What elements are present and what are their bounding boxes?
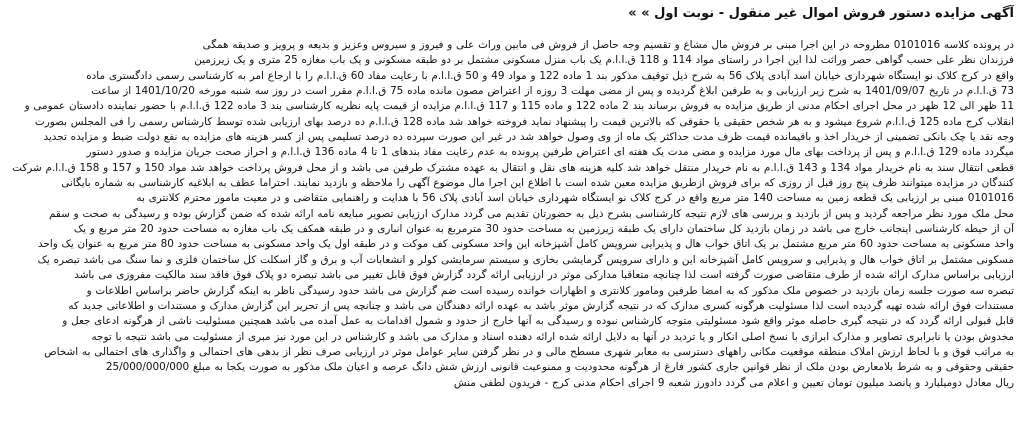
- notice-title: آگهی مزایده دستور فروش اموال غیر منقول - نوبت اول » »: [628, 6, 1014, 21]
- notice-line: حقیقی وحقوقی و به شرط بلامعارض بودن ملک از نظر قوانین جاری کشور فارغ از هرگونه محدودیت و ممنوعیت قانونی ارزش شش دانگ عرصه و اعیان ملک مذکور به صورت یکجا به مبلغ 25/000/000/000: [105, 361, 1014, 374]
- notice-line: فرزندان نظر علی حسب گواهی حصر وراثت لذا این اجرا در راستای مواد 114 و 118 ق.ا.ا.م یک باب منزل مسکونی مشتمل بر دو طبقه مسکونی و یک باب مغازه 25 متری و یک زیرزمین: [194, 54, 1014, 67]
- notice-line: ارزیابی براساس مدارک ارائه شده از طرف متقاضی صورت گرفته است لذا چنانچه متعاقبا مدارکی موثر در ارزیابی ارائه گردد گزارش فوق قابل تغییر می باشد تبصره دو پلاک فوق فاقد سند مالکیت مفروزی می باشد: [74, 269, 1014, 282]
- notice-line: 11 ظهر الی 12 ظهر در محل اجرای احکام مدنی از طریق مزایده به فروش برساند بند 2 ماده 122 و ماده 115 و 117 ق.ا.ا.م مزایده از قیمت پایه نظریه کارشناسی بند 3 ماده 122 ق.ا.ا.م با حضور نماینده دادستان عمومی و: [24, 100, 1014, 113]
- notice-line: میگردد ماده 129 ق.ا.ا.م و پس از پرداخت بهای مال مورد مزایده و مضی مدت یک هفته ای اعتراض طرفین پرونده به عدم رعایت مفاد بندهای 1 تا 4 ماده 136 ق.ا.ا.م و احراز صحت جریان مزایده و صدور دستور: [86, 146, 1014, 159]
- notice-line: به مراتب فوق و با لحاظ ارزش املاک منطقه موقعیت مکانی راههای دسترسی به معابر شهری مسطح مالی و در نظر گرفتن سایر عوامل موثر در ارزیابی صرف نظر از بدهی های احتمالی و واگذاری های احتمالی به اشخاص: [44, 345, 1014, 358]
- notice-line: قطعی انتقال سند به نام خریدار مواد 134 و 143 ق.ا.ا.م به نام خریدار منتقل خواهد شد کلیه هزینه های نقل و انتقال به عهده مشترک طرفین می باشد و از محل فروش پرداخت خواهد شد مواد 150 و 157 و 158 ق.ا.ا.م شرکت: [12, 161, 1014, 174]
- notice-line: واقع در کرج کلاک نو ایستگاه شهرداری خیابان اسد آبادی پلاک 56 به شرح ذیل توقیف مذکور بند 1 ماده 122 و مواد 49 و 50 ق.ا.ا.م با رعایت مفاد 60 ق.ا.ا.م را با ارجاع امر به کارشناسی رسمی دادگستری ماده: [86, 69, 1014, 82]
- notice-line: در پرونده کلاسه 0101016 مطروحه در این اجرا مبنی بر فروش مال مشاع و تقسیم وجه حاصل از فروش فی مابین وراث علی و فیروز و سیروس وعزیز و بدیعه و پرویز و صدیقه همگی: [202, 39, 1014, 51]
- notice-line: واحد مسکونی به مساحت حدود 60 متر مربع مشتمل بر یک اتاق خواب هال و پذیرایی سرویس کامل آشپزخانه این واحد مسکونی کف موکت و در طبقه اول یک واحد مسکونی به مساحت حدود 80 متر مربع به عنوان یک واحد: [37, 238, 1014, 251]
- notice-line: مستندات فوق ارائه شده تهیه گردیده است لذا مسئولیت هرگونه کسری مدارک که در نتیجه گزارش موثر باشد به عهده ارائه دهندگان می باشد و چنانچه پس از تحریر این گزارش مدارک و مستندات و اطلاعاتی جدید که: [68, 299, 1014, 312]
- notice-line: انقلاب کرج ماده 125 ق.ا.ا.م شروع میشود و به هر شخص حقیقی یا حقوقی که بالاترین قیمت را پیشنهاد نماید فروخته خواهد شد ماده 128 ق.ا.ا.م ده درصد بهای ارزیابی شده توسط کارشناس رسمی را فی المجلس بصورت: [34, 115, 1014, 128]
- notice-line: مسکونی مشتمل بر اتاق خواب هال و پذیرایی و سرویس کامل آشپزخانه این و دارای سرویس گرمایشی بخاری و سیستم سرمایشی کولر و انشعابات آب و برق و گاز اسکلت کل ساختمان فلزی و نما سنگ می باشد تبصره یک: [37, 253, 1014, 266]
- notice-line: 0101016 مبنی بر ارزیابی یک قطعه زمین به مساحت 140 متر مربع واقع در کرج کلاک نو ایستگاه شهرداری خیابان اسد آبادی پلاک 56 با هدایت و راهنمایی متقاضی و در معیت مامور محترم کلانتری به: [136, 192, 1014, 205]
- auction-notice: [10, 4, 1014, 440]
- notice-line: کنندگان در مزایده میتوانند ظرف پنج روز قبل از روزی که برای فروش ازطریق مزایده معین شده است با اطلاع این اجرا مال موضوع آگهی را ملاحظه و بازدید نمایند. احتراما عطف به ابلاغیه کارشناسی به شماره بایگانی: [61, 177, 1014, 190]
- notice-line: ریال معادل دومیلیارد و پانصد میلیون تومان تعیین و اعلام می گردد دادورز شعبه 9 اجرای احکام مدنی کرج - فریدون لطفی منش: [453, 376, 1014, 389]
- notice-line: قابل قبولی ارائه گردد که در نتیجه گیری حاصله موثر واقع شود مسئولیتی متوجه کارشناس نبوده و رسیدگی به آنها خارج از حدود و شمول اقدامات به عمل آمده می باشد همچنین مسئولیت ناشی از هرگونه ادعای جعل و: [62, 315, 1014, 328]
- notice-line: محل ملک مورد نظر مراجعه گردید و پس از بازدید و بررسی های لازم نتیجه کارشناسی بشرح ذیل به حضورتان تقدیم می گردد مدارک ارزیابی تصویر مبایعه نامه ارائه شده که ضمن گزارش بوده و رسیدگی به صحت و سقم: [48, 207, 1014, 220]
- notice-line: آن از حیطه کارشناسی اینجانب خارج می باشد در زمان بازدید کل ساختمان دارای یک طبقه زیرزمین به مساحت حدود 30 مترمربع به عنوان انباری و در طبقه همکف یک باب مغازه به مساحت حدود 20 متر مربع و یک: [73, 223, 1014, 236]
- notice-line: وجه نقد یا چک بانکی تضمینی از خریدار اخذ و باقیمانده قیمت ظرف مدت حداکثر یک ماه از وی وصول خواهد شد در غیر این صورت سپرده ده درصد تسلیمی پس از کسر هزینه های مزایده به نفع دولت ضبط و مزایده تجدید: [43, 131, 1014, 144]
- notice-body: [10, 38, 1014, 391]
- notice-line: 73 ق.ا.ا.م در تاریخ 1401/09/07 به شرح زیر ارزیابی و به طرفین ابلاغ گردیده و پس از مضی مهلت 3 روزه از اعتراض مصون مانده ماده 75 ق.ا.ا.م مقرر است در روز سه شنبه مورخه 1401/10/20 از ساعت: [91, 85, 1014, 98]
- notice-line: مخدوش بودن یا نابرابری تصاویر و مدارک ابرازی با نسخ اصلی انکار و یا تردید در آنها به دلایل ارائه شده ارائه دهنده اسناد و مدارک می باشد و کارشناس در این مورد نیز مبری از مسئولیت می باشد نتیجه با توجه: [91, 330, 1014, 343]
- notice-line: تبصره سه صورت جلسه زمان بازدید در خصوص ملک مذکور که به امضا طرفین ومامور کلانتری و اظهارات خوانده رسیده است ضم گزارش می باشد حدود رسیدگی ناظر به اینکه گزارش حاضر براساس اطلاعات و: [86, 284, 1014, 297]
